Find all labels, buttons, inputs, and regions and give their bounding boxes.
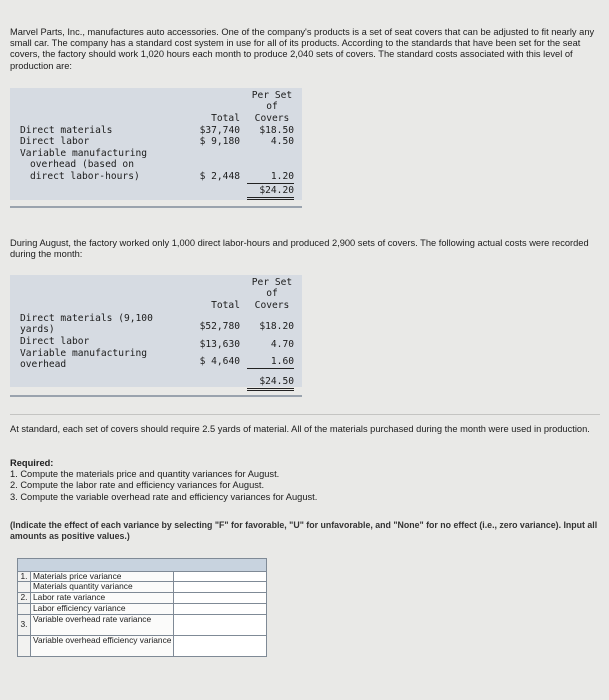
separator xyxy=(10,414,600,415)
header-total: Total xyxy=(211,113,240,124)
answer-table-header xyxy=(17,558,267,572)
row-number xyxy=(17,604,30,615)
standard-cost-table xyxy=(10,88,302,212)
row-number: 2. xyxy=(17,593,30,604)
row-label-variable-overhead-efficiency-variance: Variable overhead efficiency variance xyxy=(30,636,174,657)
required-item-3: 3. Compute the variable overhead rate and efficiency variances for August. xyxy=(10,491,318,502)
required-item-1: 1. Compute the materials price and quantity variances for August. xyxy=(10,469,280,480)
row-actual-voh-per-set: 1.60 xyxy=(247,356,294,369)
instruction-text: (Indicate the effect of each variance by selecting "F" for favorable, "U" for unfavorable, and "None" for no effect (i.e., zero variance). Input all amounts as positive values.) xyxy=(10,520,598,542)
actual-total-per-set: $24.50 xyxy=(247,376,294,391)
row-actual-labor-label: Direct labor xyxy=(20,336,90,347)
answer-table xyxy=(17,558,267,657)
required-section xyxy=(10,458,600,503)
header-per-set: Per Set xyxy=(251,277,293,288)
row-number: 3. xyxy=(17,615,30,636)
row-label-materials-quantity-variance: Materials quantity variance xyxy=(30,582,174,593)
labor-efficiency-variance-input[interactable] xyxy=(174,604,267,615)
row-number: 1. xyxy=(17,572,30,582)
august-paragraph: During August, the factory worked only 1,000 direct labor-hours and produced 2,900 sets of covers. The following actual costs were recorded during the month: xyxy=(10,238,589,260)
row-actual-voh-total: $ 4,640 xyxy=(199,356,240,367)
materials-quantity-variance-input[interactable] xyxy=(174,582,267,593)
row-direct-labor-per-set: 4.50 xyxy=(270,136,294,147)
row-actual-materials-label-1: Direct materials (9,100 xyxy=(20,313,153,324)
row-actual-materials-total: $52,780 xyxy=(199,321,240,332)
row-actual-labor-total: $13,630 xyxy=(199,339,240,350)
required-item-2: 2. Compute the labor rate and efficiency variances for August. xyxy=(10,480,265,491)
header-covers: Covers xyxy=(254,113,290,124)
header-covers: Covers xyxy=(254,300,290,311)
labor-rate-variance-input[interactable] xyxy=(174,593,267,604)
row-actual-voh-label-1: Variable manufacturing xyxy=(20,348,148,359)
required-title: Required: xyxy=(10,458,54,468)
answer-row xyxy=(17,636,267,657)
row-actual-materials-label-2: yards) xyxy=(20,324,55,335)
row-direct-materials-per-set: $18.50 xyxy=(259,125,294,136)
intro-paragraph: Marvel Parts, Inc., manufactures auto accessories. One of the company's products is a set of seat covers that can be adjusted to fit nearly any small car. The company has a standard cost system in use for all of its products. According to the standards that have been set for the seat covers, the factory should work 1,020 hours each month to produce 2,040 sets of covers. The standard costs associated with this level of production are: xyxy=(10,27,595,71)
materials-price-variance-input[interactable] xyxy=(174,572,267,582)
row-label-labor-efficiency-variance: Labor efficiency variance xyxy=(30,604,174,615)
row-actual-voh-label-2: overhead xyxy=(20,359,67,370)
row-direct-labor-label: Direct labor xyxy=(20,136,90,147)
header-per-set: Per Set xyxy=(251,90,293,101)
standard-total-per-set: $24.20 xyxy=(247,185,294,200)
variable-overhead-efficiency-variance-input[interactable] xyxy=(174,636,267,657)
answer-row xyxy=(17,615,267,636)
row-voh-label-1: Variable manufacturing xyxy=(20,148,148,159)
row-voh-label-3: direct labor-hours) xyxy=(30,171,140,182)
variable-overhead-rate-variance-input[interactable] xyxy=(174,615,267,636)
row-direct-materials-total: $37,740 xyxy=(199,125,240,136)
row-direct-labor-total: $ 9,180 xyxy=(199,136,240,147)
row-label-variable-overhead-rate-variance: Variable overhead rate variance xyxy=(30,615,174,636)
table-bottom-rule xyxy=(10,395,302,397)
standard-note: At standard, each set of covers should require 2.5 yards of material. All of the materials purchased during the month were used in production. xyxy=(10,424,590,434)
row-voh-label-2: overhead (based on xyxy=(30,159,134,170)
row-direct-materials-label: Direct materials xyxy=(20,125,113,136)
row-label-labor-rate-variance: Labor rate variance xyxy=(30,593,174,604)
row-voh-total: $ 2,448 xyxy=(199,171,240,182)
row-label-materials-price-variance: Materials price variance xyxy=(30,572,174,582)
header-total: Total xyxy=(211,300,240,311)
header-of: of xyxy=(266,101,278,112)
row-actual-labor-per-set: 4.70 xyxy=(270,339,294,350)
actual-cost-table xyxy=(10,275,302,401)
table-bottom-rule xyxy=(10,206,302,208)
row-number xyxy=(17,636,30,657)
row-actual-materials-per-set: $18.20 xyxy=(259,321,294,332)
header-of: of xyxy=(266,288,278,299)
row-voh-per-set: 1.20 xyxy=(247,171,294,184)
